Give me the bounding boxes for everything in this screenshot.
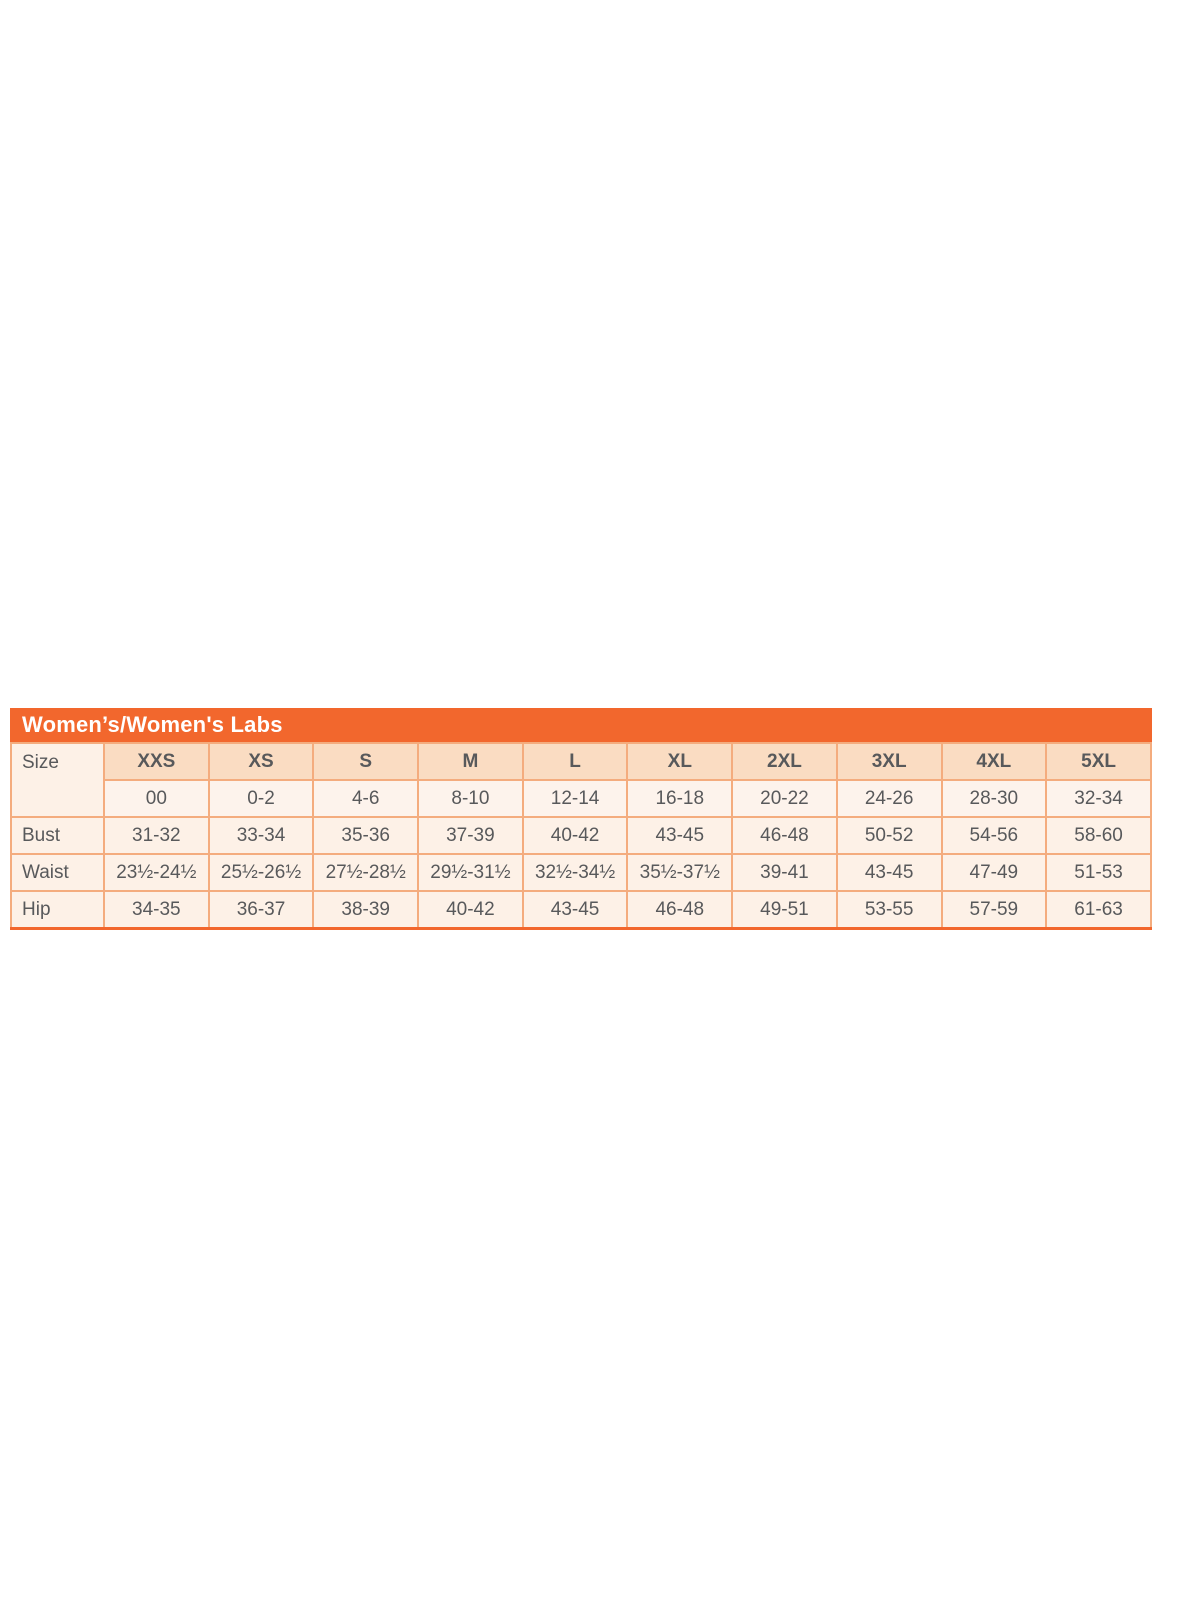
bust-value: 40-42 (523, 817, 628, 854)
numeric-size-cell: 00 (104, 780, 209, 817)
size-header-xxs: XXS (104, 743, 209, 780)
numeric-size-row (11, 780, 1151, 817)
waist-value: 25½-26½ (209, 854, 314, 891)
hip-value: 57-59 (942, 891, 1047, 929)
numeric-size-cell: 28-30 (942, 780, 1047, 817)
size-label-cell: Size (11, 743, 104, 817)
bust-value: 58-60 (1046, 817, 1151, 854)
waist-value: 39-41 (732, 854, 837, 891)
size-header-xs: XS (209, 743, 314, 780)
hip-value: 49-51 (732, 891, 837, 929)
waist-value: 51-53 (1046, 854, 1151, 891)
numeric-size-cell: 16-18 (627, 780, 732, 817)
size-header-2xl: 2XL (732, 743, 837, 780)
row-label-waist: Waist (11, 854, 104, 891)
numeric-size-cell: 24-26 (837, 780, 942, 817)
waist-value: 29½-31½ (418, 854, 523, 891)
sizing-chart (10, 708, 1152, 930)
size-header-5xl: 5XL (1046, 743, 1151, 780)
row-label-bust: Bust (11, 817, 104, 854)
size-header-4xl: 4XL (942, 743, 1047, 780)
bust-value: 33-34 (209, 817, 314, 854)
size-header-3xl: 3XL (837, 743, 942, 780)
bust-row (11, 817, 1151, 854)
hip-value: 34-35 (104, 891, 209, 929)
sizing-table (10, 742, 1152, 930)
numeric-size-cell: 8-10 (418, 780, 523, 817)
bust-value: 43-45 (627, 817, 732, 854)
numeric-size-cell: 20-22 (732, 780, 837, 817)
row-label-hip: Hip (11, 891, 104, 929)
bust-value: 54-56 (942, 817, 1047, 854)
numeric-size-cell: 4-6 (313, 780, 418, 817)
size-header-row (11, 743, 1151, 780)
bust-value: 35-36 (313, 817, 418, 854)
waist-value: 23½-24½ (104, 854, 209, 891)
size-header-l: L (523, 743, 628, 780)
size-header-m: M (418, 743, 523, 780)
bust-value: 37-39 (418, 817, 523, 854)
hip-row (11, 891, 1151, 929)
size-header-xl: XL (627, 743, 732, 780)
waist-value: 27½-28½ (313, 854, 418, 891)
table-title: Women’s/Women's Labs (22, 712, 283, 737)
waist-value: 32½-34½ (523, 854, 628, 891)
waist-value: 47-49 (942, 854, 1047, 891)
size-header-s: S (313, 743, 418, 780)
numeric-size-cell: 0-2 (209, 780, 314, 817)
waist-value: 43-45 (837, 854, 942, 891)
numeric-size-cell: 12-14 (523, 780, 628, 817)
numeric-size-cell: 32-34 (1046, 780, 1151, 817)
hip-value: 38-39 (313, 891, 418, 929)
hip-value: 40-42 (418, 891, 523, 929)
bust-value: 31-32 (104, 817, 209, 854)
hip-value: 46-48 (627, 891, 732, 929)
waist-value: 35½-37½ (627, 854, 732, 891)
bust-value: 46-48 (732, 817, 837, 854)
hip-value: 53-55 (837, 891, 942, 929)
hip-value: 36-37 (209, 891, 314, 929)
hip-value: 61-63 (1046, 891, 1151, 929)
bust-value: 50-52 (837, 817, 942, 854)
waist-row (11, 854, 1151, 891)
hip-value: 43-45 (523, 891, 628, 929)
table-title-bar (10, 708, 1152, 742)
